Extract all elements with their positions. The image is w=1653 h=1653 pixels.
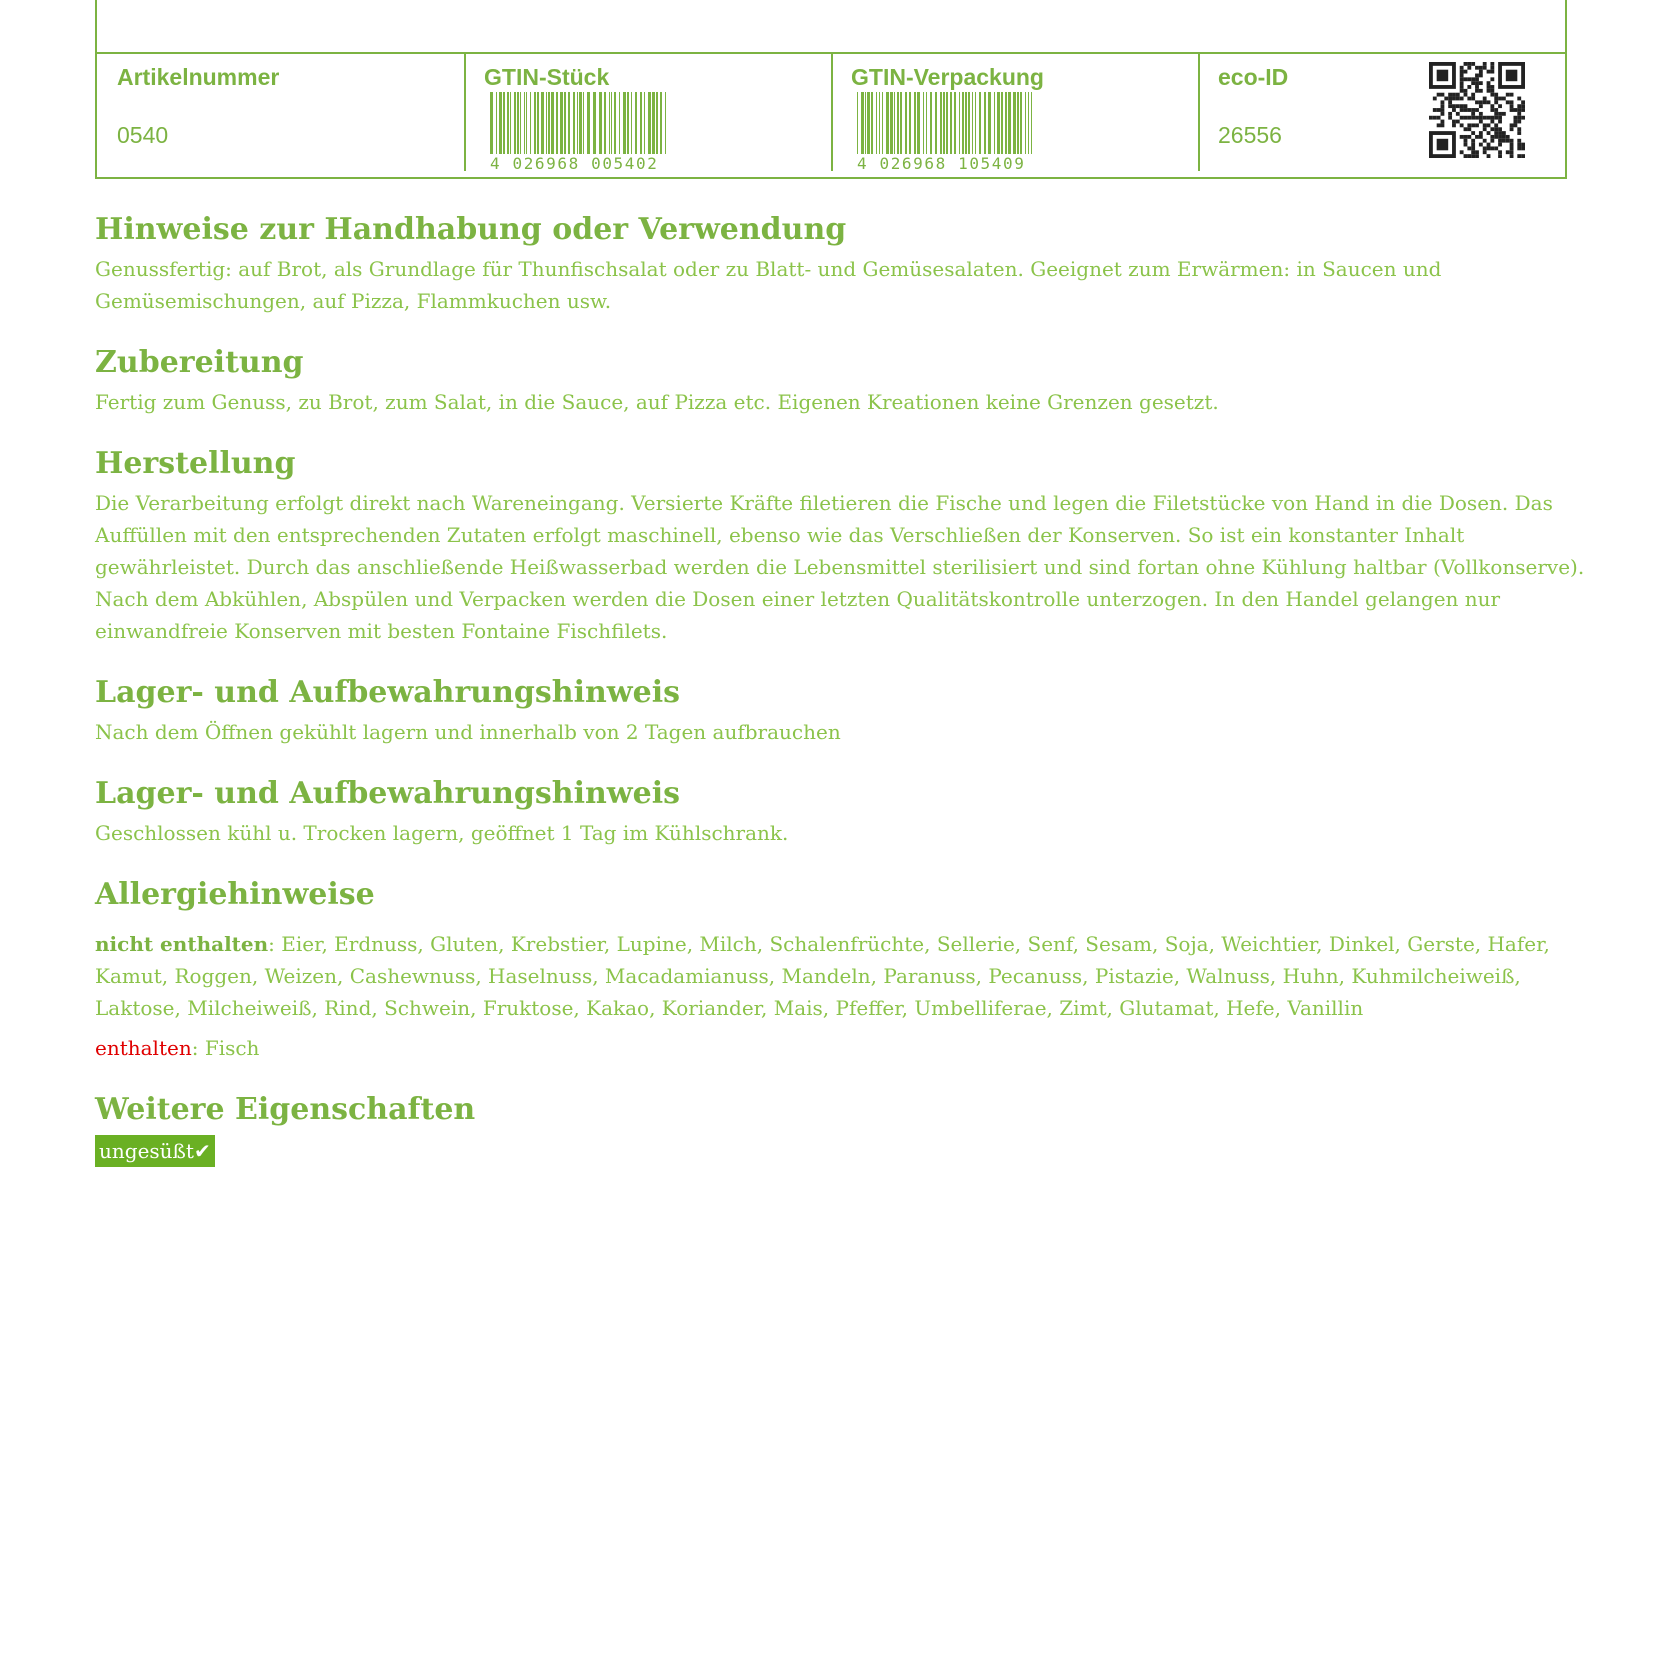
- contained-label: enthalten: [95, 1036, 192, 1060]
- not-contained-label: nicht enthalten: [95, 932, 269, 956]
- not-contained-list: : Eier, Erdnuss, Gluten, Krebstier, Lupine, Milch, Schalenfrüchte, Sellerie, Senf, Sesam, Soja, Weichtier, Dinkel, Gerste, Hafer, Kamut, Roggen, Weizen, Cashewnuss, Haselnuss, Macadamianuss, Mandeln, Paranuss, Pecanuss, Pistazie, Walnuss, Huhn, Kuhmilcheiweiß, Laktose, Milcheiweiß, Rind, Schwein, Fruktose, Kakao, Koriander, Mais, Pfeffer, Umbelliferae, Zimt, Glutamat, Hefe, Vanillin: [95, 932, 1550, 1020]
- eco-id-label: eco-ID: [1218, 64, 1289, 90]
- allergy-section: [95, 875, 1595, 1064]
- gtin-piece-digits: 4 026968 005402: [490, 154, 670, 174]
- properties-section: [95, 1090, 1595, 1167]
- contained-list: : Fisch: [191, 1036, 260, 1060]
- storage-title-2: Lager- und Aufbewahrungshinweis: [95, 776, 680, 811]
- gtin-package-digits: 4 026968 105409: [857, 154, 1037, 174]
- article-number-cell: [97, 54, 464, 177]
- preparation-title: Zubereitung: [95, 345, 304, 380]
- allergy-contained: [95, 1032, 1595, 1064]
- handling-title: Hinweise zur Handhabung oder Verwendung: [95, 212, 847, 247]
- handling-section: [95, 210, 1595, 317]
- gtin-piece-cell: [464, 54, 831, 177]
- product-details: [95, 210, 1595, 1193]
- production-title: Herstellung: [95, 446, 296, 481]
- production-text: Die Verarbeitung erfolgt direkt nach Wareneingang. Versierte Kräfte filetieren die Fische und legen die Filetstücke von Hand in die Dosen. Das Auffüllen mit den entsprechenden Zutaten erfolgt maschinell, ebenso wie das Verschließen der Konserven. So ist ein konstanter Inhalt gewährleistet. Durch das anschließende Heißwasserbad werden die Lebensmittel sterilisiert und sind fortan ohne Kühlung haltbar (Vollkonserve). Nach dem Abkühlen, Abspülen und Verpacken werden die Dosen einer letzten Qualitätskontrolle unterzogen. In den Handel gelangen nur einwandfreie Konserven mit besten Fontaine Fischfilets.: [95, 491, 1585, 643]
- handling-text: Genussfertig: auf Brot, als Grundlage für Thunfischsalat oder zu Blatt- und Gemüsesalaten. Geeignet zum Erwärmen: in Saucen und Gemüsemischungen, auf Pizza, Flammkuchen usw.: [95, 257, 1442, 313]
- eco-id-cell: [1198, 54, 1565, 177]
- unsweetened-badge: ungesüßt✔: [95, 1135, 215, 1167]
- storage-section-1: [95, 673, 1595, 748]
- gtin-piece-barcode: [490, 92, 670, 172]
- allergy-title: Allergiehinweise: [95, 877, 375, 912]
- storage-section-2: [95, 774, 1595, 849]
- product-info-table: [95, 54, 1567, 179]
- article-number-value: 0540: [117, 121, 169, 148]
- storage-title-1: Lager- und Aufbewahrungshinweis: [95, 675, 680, 710]
- preparation-section: [95, 343, 1595, 418]
- gtin-package-cell: [831, 54, 1198, 177]
- gtin-piece-label: GTIN-Stück: [484, 64, 610, 90]
- article-number-label: Artikelnummer: [117, 64, 280, 90]
- properties-title: Weitere Eigenschaften: [95, 1092, 476, 1127]
- top-frame: [95, 0, 1567, 54]
- production-section: [95, 444, 1595, 647]
- qr-code-icon: [1429, 62, 1525, 158]
- preparation-text: Fertig zum Genuss, zu Brot, zum Salat, in die Sauce, auf Pizza etc. Eigenen Kreationen keine Grenzen gesetzt.: [95, 390, 1219, 414]
- gtin-package-label: GTIN-Verpackung: [851, 64, 1044, 90]
- gtin-package-barcode: [857, 92, 1037, 172]
- eco-id-value: 26556: [1218, 121, 1282, 148]
- allergy-not-contained: [95, 928, 1595, 1024]
- storage-text-2: Geschlossen kühl u. Trocken lagern, geöffnet 1 Tag im Kühlschrank.: [95, 821, 789, 845]
- storage-text-1: Nach dem Öffnen gekühlt lagern und innerhalb von 2 Tagen aufbrauchen: [95, 720, 841, 744]
